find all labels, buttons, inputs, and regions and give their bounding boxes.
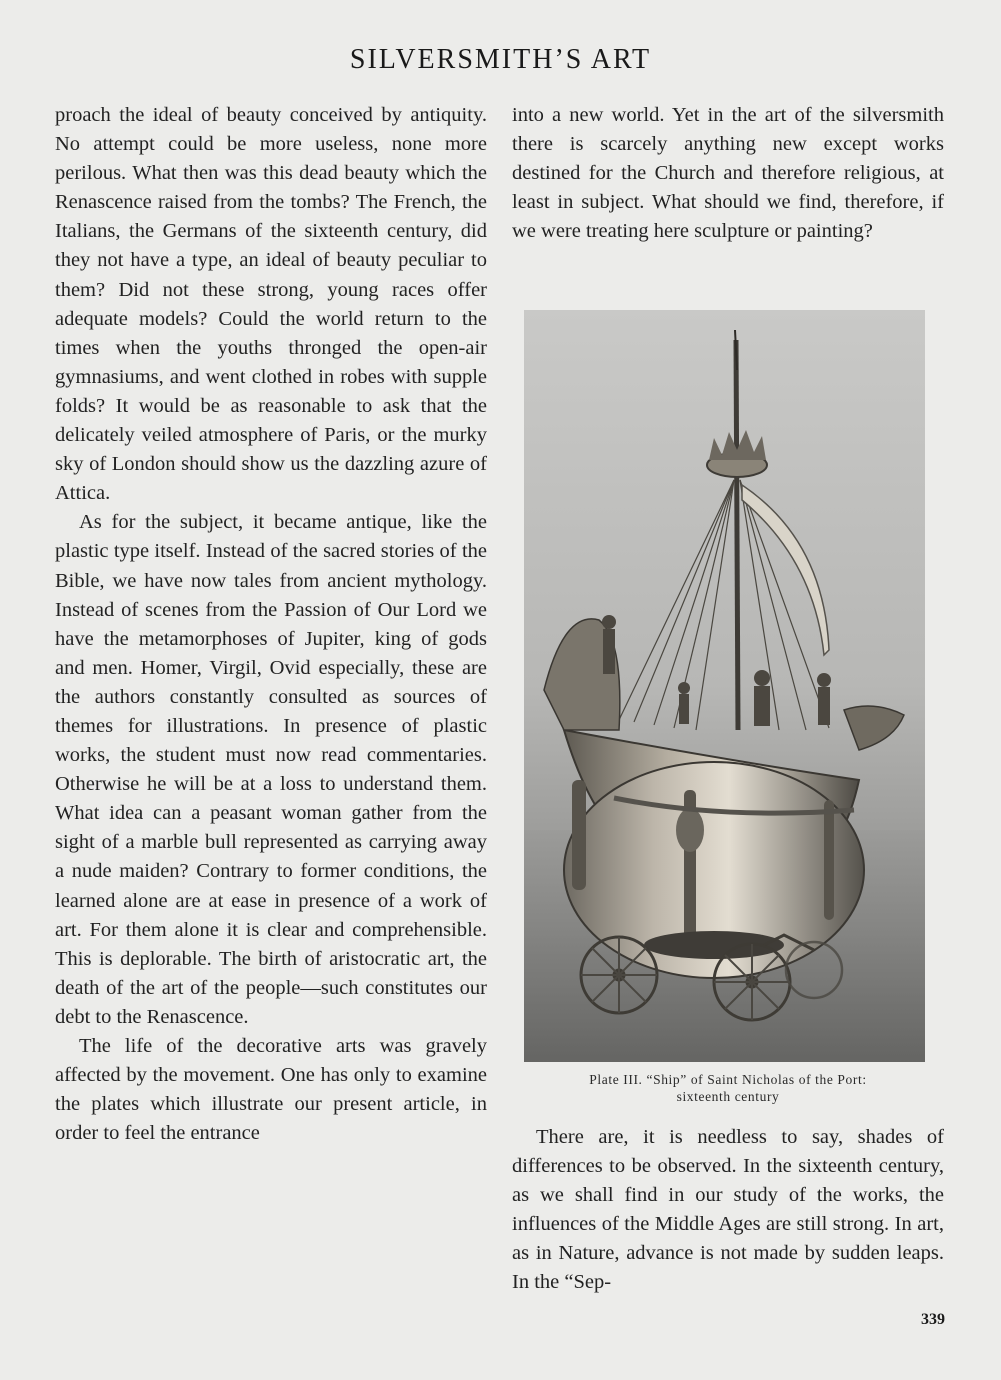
running-title: SILVERSMITH’S ART	[349, 44, 652, 75]
paragraph-3: The life of the decorative arts was gravely affected by the movement. One has only to examine the plates which illustrate our present article, in order to feel the entrance	[55, 1035, 487, 1145]
paragraph-right-top: into a new world. Yet in the art of the silversmith there is scarcely anything new except works destined for the Church and therefore religious, at least in subject. What should we find, therefore, if we were treating here sculpture or painting?	[512, 104, 944, 243]
paragraph-2: As for the subject, it became antique, like the plastic type itself. Instead of the sacred stories of the Bible, we have now tales from ancient mythology. Instead of scenes from the Passion of Our Lord we have the metamorphoses of Jupiter, king of gods and men. Homer, Virgil, Ovid especially, these are the authors constantly consulted as sources of themes for illustrations. In presence of plastic works, the student must now read commentaries. Otherwise he will be at a loss to understand them. What idea can a peasant woman gather from the sight of a marble bull represented as carrying away a nude maiden? Contrary to former conditions, the learned alone are at ease in presence of a work of art. For them alone it is clear and comprehensible. This is deplorable. The birth of aristocratic art, the death of the art of the people—such constitutes our debt to the Renascence.	[55, 511, 487, 1028]
right-column-bottom	[512, 1123, 944, 1298]
plate-photograph-ship	[524, 310, 925, 1062]
page-number: 339	[921, 1311, 945, 1328]
left-column	[55, 101, 487, 1148]
plate-caption	[512, 1071, 944, 1105]
paragraph-right-bottom: There are, it is needless to say, shades of differences to be observed. In the sixteenth century, as we shall find in our study of the works, the influences of the Middle Ages are still strong. In art, as in Nature, advance is not made by sudden leaps. In the “Sep-	[512, 1126, 944, 1294]
right-column-top	[512, 101, 944, 246]
plate-caption-line-2: sixteenth century	[676, 1089, 780, 1104]
plate-caption-line-1: Plate III. “Ship” of Saint Nicholas of the Port:	[589, 1072, 867, 1087]
paragraph-1: proach the ideal of beauty conceived by antiquity. No attempt could be more useless, none more perilous. What then was this dead beauty which the Renascence raised from the tombs? The French, the Italians, the Germans of the sixteenth century, did they not have a type, an ideal of beauty peculiar to them? Did not these strong, young races offer adequate models? Could the world return to the times when the youths thronged the open-air gymnasiums, and went clothed in robes with supple folds? It would be as reasonable to ask that the delicately veiled atmosphere of Paris, or the murky sky of London should show us the dazzling azure of Attica.	[55, 104, 487, 505]
ship-illustration	[524, 310, 925, 1062]
